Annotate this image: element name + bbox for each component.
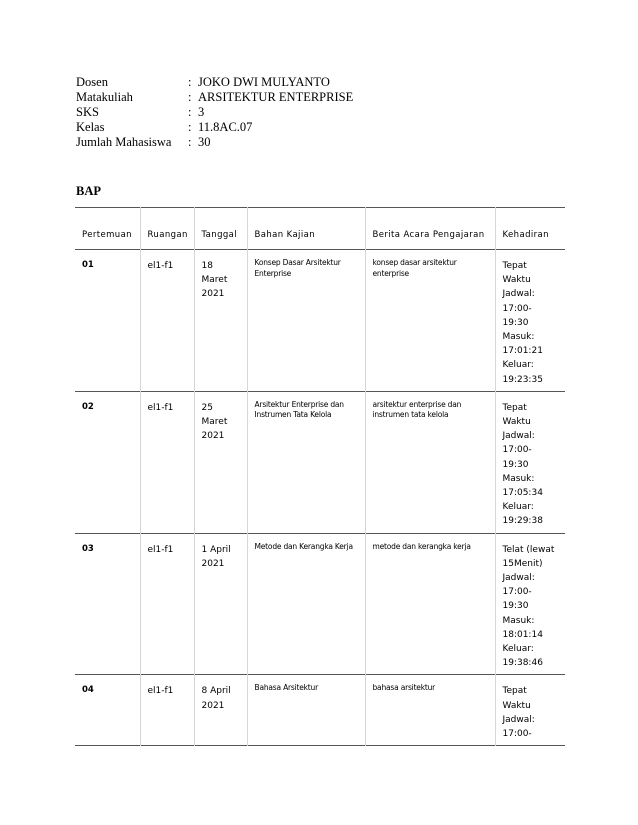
cell-berita-acara: bahasa arsitektur [365, 675, 495, 746]
cell-kehadiran: Tepat Waktu Jadwal: 17:00- [495, 675, 565, 746]
meta-colon: : [188, 105, 192, 119]
meta-colon: : [188, 75, 192, 89]
meta-label: Jumlah Mahasiswa [76, 135, 172, 149]
cell-kehadiran: Tepat Waktu Jadwal: 17:00- 19:30 Masuk: 17:01:21 Keluar: 19:23:35 [495, 250, 565, 392]
meta-label: Matakuliah [76, 90, 133, 104]
meta-label: SKS [76, 105, 99, 119]
cell-tanggal: 1 April 2021 [194, 533, 247, 675]
table-row [75, 391, 565, 533]
meta-value: 11.8AC.07 [198, 120, 253, 134]
meta-colon: : [188, 90, 192, 104]
cell-pertemuan: 02 [82, 401, 94, 412]
cell-tanggal: 18 Maret 2021 [194, 250, 247, 392]
meta-value: 3 [198, 105, 205, 119]
header-tanggal: Tanggal [194, 208, 247, 250]
header-bahan-kajian: Bahan Kajian [247, 208, 365, 250]
table-row [75, 675, 565, 746]
table-row [75, 533, 565, 675]
table-header-row [75, 208, 565, 250]
bap-table [75, 207, 565, 746]
cell-kehadiran: Tepat Waktu Jadwal: 17:00- 19:30 Masuk: 17:05:34 Keluar: 19:29:38 [495, 391, 565, 533]
header-pertemuan: Pertemuan [82, 230, 132, 240]
cell-bahan-kajian: Konsep Dasar Arsitektur Enterprise [247, 250, 365, 392]
cell-berita-acara: arsitektur enterprise dan instrumen tata kelola [365, 391, 495, 533]
header-kehadiran: Kehadiran [495, 208, 565, 250]
meta-colon: : [188, 120, 192, 134]
cell-berita-acara: konsep dasar arsitektur enterprise [365, 250, 495, 392]
meta-row-dosen [76, 75, 353, 90]
header-ruangan: Ruangan [140, 208, 194, 250]
section-title: BAP [76, 184, 101, 198]
cell-bahan-kajian: Arsitektur Enterprise dan Instrumen Tata Kelola [247, 391, 365, 533]
cell-ruangan: el1-f1 [140, 533, 194, 675]
cell-pertemuan: 04 [82, 685, 94, 696]
meta-row-matakuliah [76, 90, 353, 105]
table-row [75, 250, 565, 392]
meta-row-sks [76, 105, 353, 120]
meta-value: JOKO DWI MULYANTO [198, 75, 330, 89]
cell-bahan-kajian: Metode dan Kerangka Kerja [247, 533, 365, 675]
meta-value: 30 [198, 135, 211, 149]
meta-row-jumlah-mahasiswa [76, 135, 353, 150]
cell-berita-acara: metode dan kerangka kerja [365, 533, 495, 675]
course-info [76, 75, 353, 150]
cell-ruangan: el1-f1 [140, 675, 194, 746]
meta-value: ARSITEKTUR ENTERPRISE [198, 90, 354, 104]
cell-kehadiran: Telat (lewat 15Menit) Jadwal: 17:00- 19:30 Masuk: 18:01:14 Keluar: 19:38:46 [495, 533, 565, 675]
cell-ruangan: el1-f1 [140, 250, 194, 392]
meta-label: Dosen [76, 75, 108, 89]
cell-tanggal: 8 April 2021 [194, 675, 247, 746]
cell-bahan-kajian: Bahasa Arsitektur [247, 675, 365, 746]
cell-ruangan: el1-f1 [140, 391, 194, 533]
cell-tanggal: 25 Maret 2021 [194, 391, 247, 533]
meta-row-kelas [76, 120, 353, 135]
cell-pertemuan: 01 [82, 260, 94, 270]
meta-label: Kelas [76, 120, 105, 134]
header-berita-acara: Berita Acara Pengajaran [365, 208, 495, 250]
cell-pertemuan: 03 [82, 543, 94, 554]
meta-colon: : [188, 135, 192, 149]
